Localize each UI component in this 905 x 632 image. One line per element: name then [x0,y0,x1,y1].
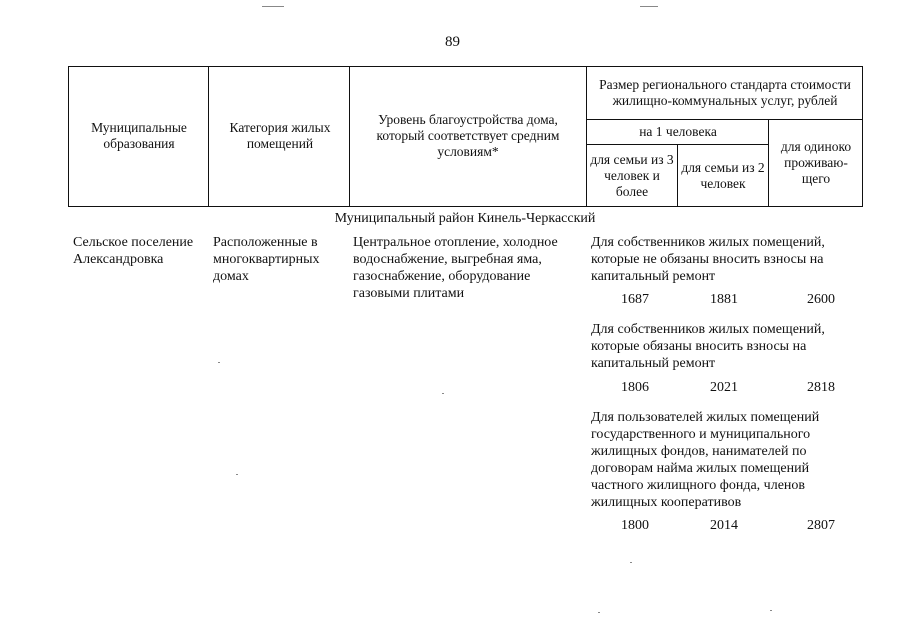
value-family2: 2014 [710,518,738,533]
value-family2: 2021 [710,380,738,395]
header-vline-2 [349,66,350,207]
header-vline-6 [862,66,863,207]
value-family3: 1687 [621,292,649,307]
header-vline-4 [677,144,678,207]
group-values-2 [591,380,863,398]
header-vline-1 [208,66,209,207]
header-per-person: на 1 человека [639,124,717,139]
scan-speck [236,474,238,475]
header-family2: для семьи из 2 человек [681,159,765,191]
header-vline-3 [586,66,587,207]
group-values-3 [591,518,863,536]
page-number: 89 [445,34,460,50]
scan-speck [218,362,220,363]
scan-speck [262,6,284,7]
scan-speck [630,562,632,563]
amenity-level: Центральное отопление, холодное водоснабжение, выгребная яма, газоснабжение, оборудование газовыми плитами [353,235,558,301]
value-family2: 1881 [710,292,738,307]
header-level: Уровень благоустройства дома, который соответствует средним условиям* [376,112,560,159]
header-category: Категория жилых помещений [229,120,331,151]
housing-category: Расположенные в многоквартирных домах [213,235,320,284]
header-single: для одиноко проживаю-щего [780,139,852,186]
value-single: 2807 [807,518,835,533]
municipality-name: Сельское поселение Александровка [73,235,194,267]
header-family3: для семьи из 3 человек и более [590,151,674,199]
header-vline-5 [768,119,769,207]
scan-speck [598,612,600,613]
value-family3: 1800 [621,518,649,533]
group-note-1: Для собственников жилых помещений, которые не обязаны вносить взносы на капитальный ремонт [591,235,825,284]
district-title: Муниципальный район Кинель-Черкасский [334,211,596,226]
header-vline-0 [68,66,69,207]
value-single: 2600 [807,292,835,307]
scan-speck [442,393,444,394]
scan-speck [640,6,658,7]
scan-speck [770,610,772,611]
header-bottom-border [68,206,863,207]
header-municipal: Муниципальные образования [91,120,187,151]
table-header [68,66,862,207]
value-family3: 1806 [621,380,649,395]
group-values-1 [591,292,863,310]
value-single: 2818 [807,380,835,395]
group-note-3: Для пользователей жилых помещений государственного и муниципального жилищных фондов, нанимателей по договорам найма жилых помещений частного жилищного фонда, членов жилищных кооперативов [591,410,820,510]
header-standard: Размер регионального стандарта стоимости жилищно-коммунальных услуг, рублей [599,76,851,108]
group-note-2: Для собственников жилых помещений, которые обязаны вносить взносы на капитальный ремонт [591,322,825,371]
